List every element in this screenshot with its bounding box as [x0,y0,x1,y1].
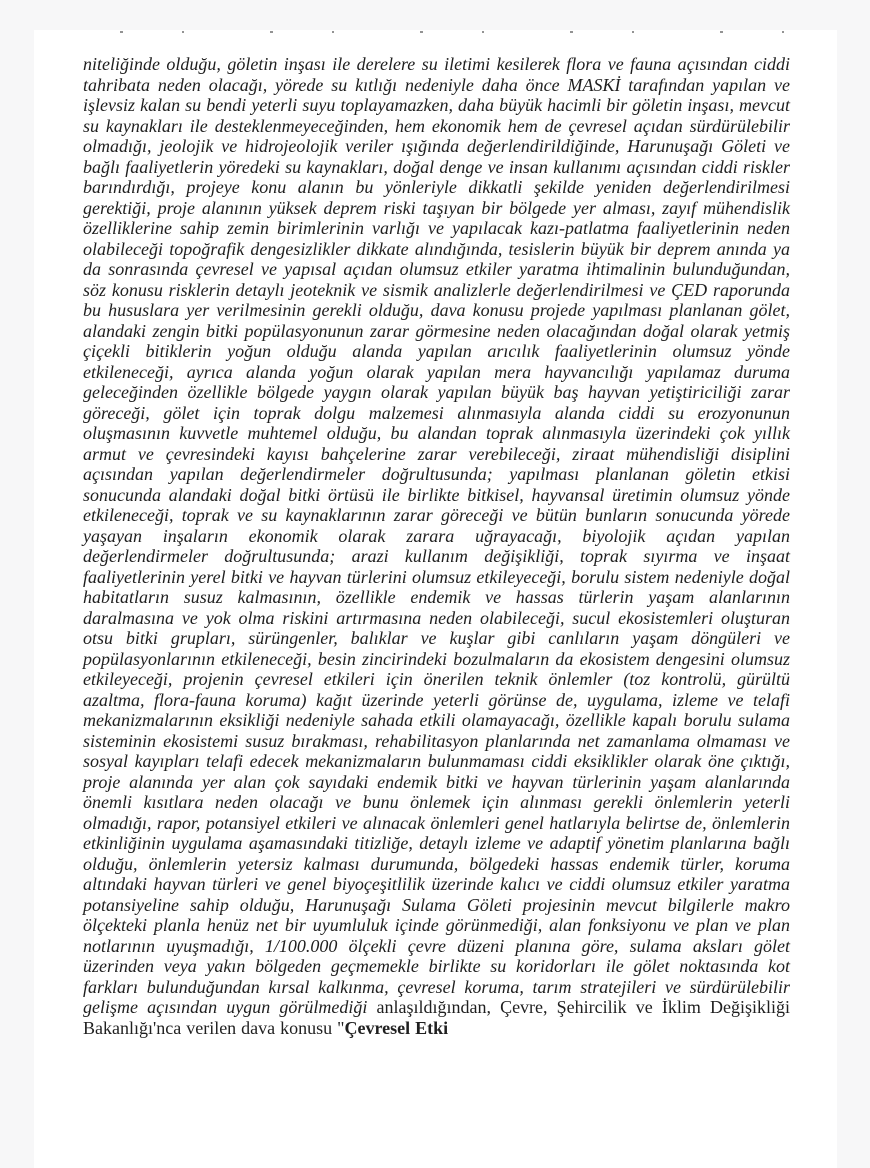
body-text-italic: niteliğinde olduğu, göletin inşası ile derelere su iletimi kesilerek flora ve fauna açısından ciddi tahribata neden olacağı, yörede su kıtlığı nedeniyle daha önce MASKİ tarafından yapılan ve işlevsiz kalan su bendi yeterli suyu toplayamazken, daha büyük hacimli bir göletin inşası, mevcut su kaynakları ile desteklenmeyeceğinden, hem ekonomik hem de çevresel açıdan sürdürülebilir olmadığı, jeolojik ve hidrojeolojik veriler ışığında değerlendirildiğinde, Harunuşağı Göleti ve bağlı faaliyetlerin yöredeki su kaynakları, doğal denge ve insan kullanımı açısından ciddi riskler barındırdığı, projeye konu alanın bu yönleriyle dikkatli şekilde yeniden değerlendirilmesi gerektiği, proje alanının yüksek deprem riski taşıyan bir bölgede yer alması, zayıf mühendislik özelliklerine sahip zemin birimlerinin varlığı ve yapılacak kazı-patlatma faaliyetlerinin neden olabileceği topoğrafik dengesizlikler dikkate alındığında, tesislerin büyük bir deprem anında ya da sonrasında çevresel ve yapısal açıdan olumsuz etkiler yaratma ihtimalinin bulunduğundan, söz konusu risklerin detaylı jeoteknik ve sismik analizlerle değerlendirilmesi ve ÇED raporunda bu hususlara yer verilmesinin gerekli olduğu, dava konusu projede yapılması planlanan gölet, alandaki zengin bitki popülasyonunun zarar görmesine neden olacağından doğal olarak yetmiş çiçekli bitiklerin yoğun olduğu alanda yapılan arıcılık faaliyetlerinin olumsuz yönde etkileneceği, ayrıca alanda yoğun olarak yapılan mera hayvancılığı yapılamaz duruma geleceğinden özellikle bölgede yaygın olarak yapılan büyük baş hayvan yetiştiriciliği zarar göreceği, gölet için toprak dolgu malzemesi alınmasıyla alanda ciddi su erozyonunun oluşmasının kuvvetle muhtemel olduğu, bu alandan toprak alınmasıyla üzerindeki çok yıllık armut ve çevresindeki kayısı bahçelerine zarar verebileceği, ziraat mühendisliği disiplini açısından yapılan değerlendirmeler doğrultusunda; yapılması planlanan göletin etkisi sonucunda alandaki doğal bitki örtüsü ile birlikte bitkisel, hayvansal üretimin olumsuz yönde etkileneceği, toprak ve su kaynaklarının zarar göreceği ve bütün bunların sonucunda yörede yaşayan inşaların ekonomik olarak zarara uğrayacağı, biyolojik açıdan yapılan değerlendirmeler doğrultusunda; arazi kullanım değişikliği, toprak sıyırma ve inşaat faaliyetlerinin yerel bitki ve hayvan türlerini olumsuz etkileyeceği, borulu sistem nedeniyle doğal habitatların susuz kalmasının, özellikle endemik ve hassas türlerin yaşam alanlarının daralmasına ve yok olma riskini artırmasına neden olabileceği, sucul ekosistemleri oluşturan otsu bitki grupları, sürüngenler, balıklar ve kuşlar gibi canlıların yaşam döngüleri ve popülasyonlarının etkileneceği, besin zincirindeki bozulmaların da ekosistem dengesini olumsuz etkileyeceği, projenin çevresel etkileri için önerilen teknik önlemler (toz kontrolü, gürültü azaltma, flora-fauna koruma) kağıt üzerinde yeterli görünse de, uygulama, izleme ve telafi mekanizmalarının eksikliği nedeniyle sahada etkili olamayacağı, özellikle kapalı borulu sulama sisteminin ekosistemi susuz bırakması, rehabilitasyon planlarında net zamanlama olmaması ve sosyal kayıpları telafi edecek mekanizmaların bulunmaması ciddi eksiklikler olarak öne çıktığı, proje alanında yer alan çok sayıdaki endemik bitki ve hayvan türlerinin yaşam alanlarında önemli kısıtlara neden olacağı ve bunu önlemek için alınması gerekli önlemlerin yeterli olmadığı, rapor, potansiyel etkileri ve alınacak önlemleri genel hatlarıyla belirtse de, önlemlerin etkinliğinin uygulama aşamasındaki titizliğe, detaylı izleme ve adaptif yönetim planlarına bağlı olduğu, önlemlerin yetersiz kalması durumunda, bölgedeki hassas endemik türler, koruma altındaki hayvan türleri ve genel biyoçeşitlilik üzerinde kalıcı ve ciddi olumsuz etkiler yaratma potansiyeline sahip olduğu, Harunuşağı Sulama Göleti projesinin mevcut bilgilerle makro ölçekteki planla henüz net bir uyumluluk içinde görünmediği, alan fonksiyonu ve plan ve plan notlarının uyuşmadığı, 1/100.000 ölçekli çevre düzeni planına göre, sulama aksları gölet üzerinden veya yakın bölgeden geçmemekle birlikte su koridorları ile gölet noktasında kot farkları bulunduğundan kırsal kalkınma, çevresel koruma, tarım stratejileri ve sürdürülebilir gelişme açısından uygun görülmediği [83,54,790,1017]
document-page [34,30,837,1168]
tail-text-regular: anlaşıldığından, Çevre, Şehircilik ve İklim Değişikliği Bakanlığı'nca verilen dava konusu " [83,997,791,1038]
legal-text-paragraph [83,54,790,1038]
tail-text-bold: Çevresel Etki [344,1017,449,1038]
clipped-previous-line [86,31,787,33]
